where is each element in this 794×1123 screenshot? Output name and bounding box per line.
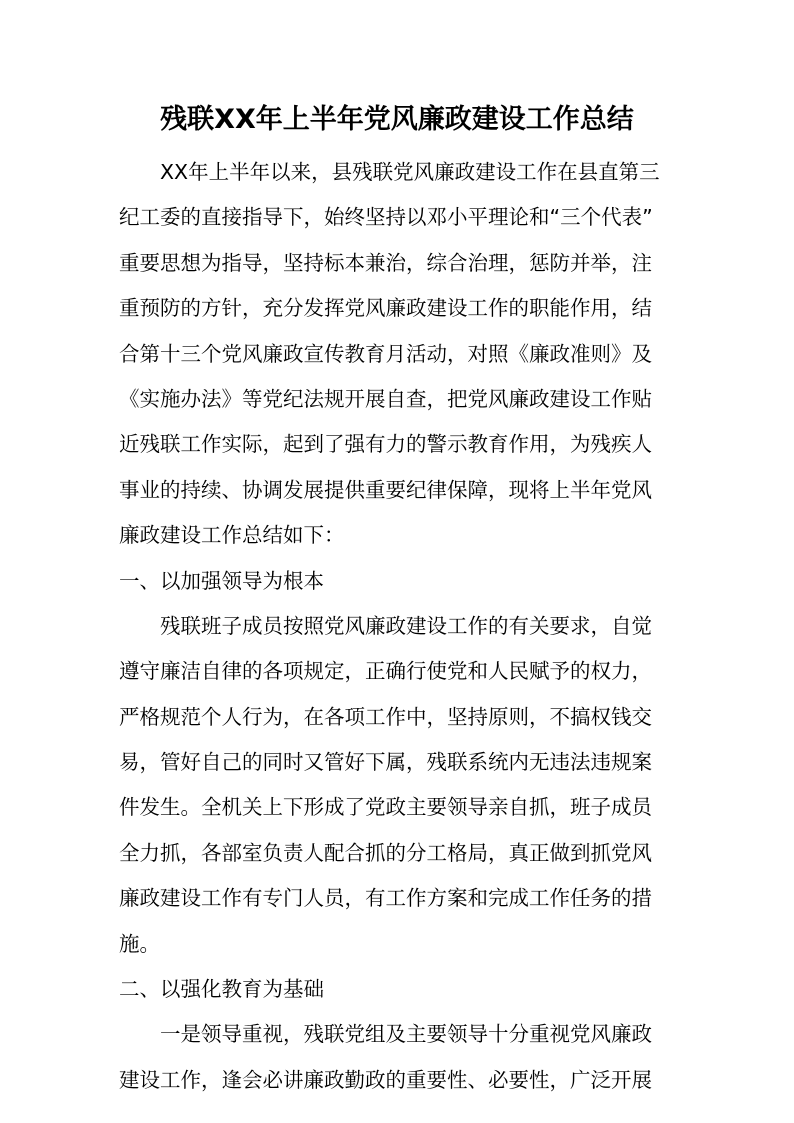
paragraph-line: 事业的持续、协调发展提供重要纪律保障，现将上半年党风: [119, 477, 652, 502]
paragraph-line: 遵守廉洁自律的各项规定，正确行使党和人民赋予的权力，: [119, 659, 652, 684]
paragraph-line: 易，管好自己的同时又管好下属，残联系统内无违法违规案: [119, 750, 652, 775]
paragraph-line: 廉政建设工作总结如下：: [119, 523, 345, 548]
paragraph-line: 廉政建设工作有专门人员，有工作方案和完成工作任务的措: [119, 886, 652, 911]
paragraph-line: 重预防的方针，充分发挥党风廉政建设工作的职能作用，结: [119, 296, 652, 321]
paragraph-line: 建设工作，逢会必讲廉政勤政的重要性、必要性，广泛开展: [119, 1067, 652, 1092]
section-heading: 二、以强化教育为基础: [119, 977, 324, 1002]
paragraph-line: 近残联工作实际，起到了强有力的警示教育作用，为残疾人: [119, 432, 652, 457]
paragraph-line: 合第十三个党风廉政宣传教育月活动，对照《廉政准则》及: [119, 341, 652, 366]
section-heading: 一、以加强领导为根本: [119, 568, 324, 593]
paragraph-line: 重要思想为指导，坚持标本兼治，综合治理，惩防并举，注: [119, 250, 652, 275]
paragraph-line: 全力抓，各部室负责人配合抓的分工格局，真正做到抓党风: [119, 840, 652, 865]
paragraph-line: 《实施办法》等党纪法规开展自查，把党风廉政建设工作贴: [119, 386, 652, 411]
paragraph-line: 残联班子成员按照党风廉政建设工作的有关要求，自觉: [160, 613, 652, 638]
paragraph-line: XX年上半年以来，县残联党风廉政建设工作在县直第三: [160, 160, 660, 184]
document-title: 残联XX年上半年党风廉政建设工作总结: [160, 104, 634, 135]
document-body: [119, 150, 679, 1103]
paragraph-line: 施。: [119, 931, 160, 956]
paragraph-line: 严格规范个人行为，在各项工作中，坚持原则，不搞权钱交: [119, 704, 652, 729]
paragraph-line: 一是领导重视，残联党组及主要领导十分重视党风廉政: [160, 1022, 652, 1047]
paragraph-line: 纪工委的直接指导下，始终坚持以邓小平理论和“三个代表”: [119, 205, 653, 230]
paragraph-line: 件发生。全机关上下形成了党政主要领导亲自抓，班子成员: [119, 795, 652, 820]
